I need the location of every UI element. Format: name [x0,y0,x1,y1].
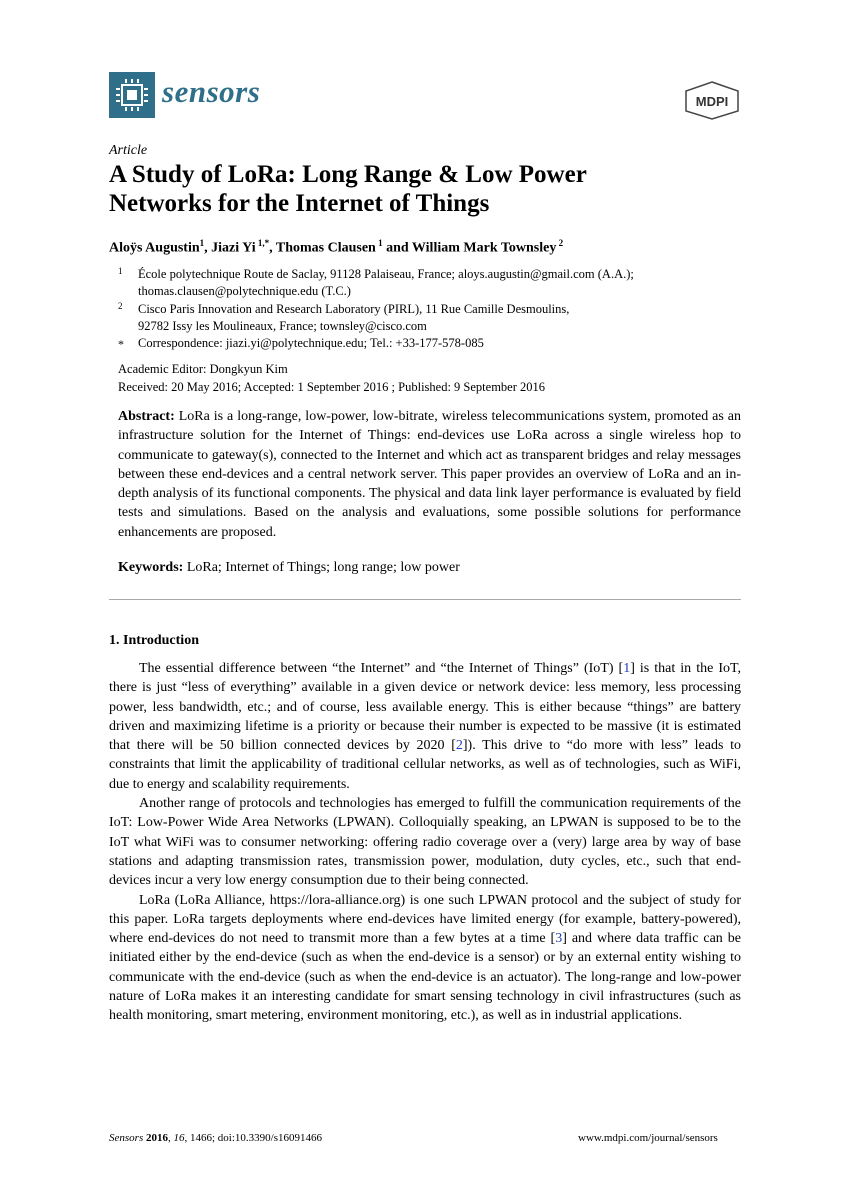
citation-link[interactable]: 1 [623,661,631,676]
paragraph: LoRa (LoRa Alliance, https://lora-alliance.org) is one such LPWAN protocol and the subject of study for this paper. LoRa targets deployments where end-devices have limited energy (for example, battery-powered), where end-devices do not need to transmit more than a few bytes at a time [3] and where data traffic can be initiated either by the end-device (such as when the end-device is a sensor) or by an external entity wishing to communicate with the end-device (such as when the end-device is an actuator). The long-range and low-power nature of LoRa makes it an interesting candidate for smart sensing technology in civil infrastructures (such as health monitoring, smart metering, environment monitoring, etc.), as well as in industrial applications. [109,892,741,1024]
author-affil-mark: 1 [199,238,205,248]
title-line: Networks for the Internet of Things [109,190,490,217]
journal-name: sensors [162,74,261,109]
academic-editor: Academic Editor: Dongkyun Kim [118,362,288,376]
keywords [118,560,460,576]
publication-dates: Received: 20 May 2016; Accepted: 1 September 2016 ; Published: 9 September 2016 [118,380,546,394]
abstract [118,407,741,542]
mdpi-logo-text: MDPI [695,94,729,109]
author-name: Aloÿs Augustin [109,240,200,256]
section-body [109,659,741,1026]
footer-citation: Sensors 2016, 16, 1466; doi:10.3390/s16091466 [109,1132,322,1144]
paragraph: Another range of protocols and technologies has emerged to fulfill the communication requirements of the IoT: Low-Power Wide Area Networks (LPWAN). Colloquially speaking, an LPWAN is supposed to be to the IoT what WiFi was to consumer networking: offering radio coverage over a (very) large area by way of base stations and adapting transmission rates, transmission power, modulation, duty cycles, etc., such that end-devices incur a very low energy consumption due to their being connected. [109,796,741,889]
author-affil-mark: 1,* [255,238,270,248]
section-heading: 1. Introduction [109,633,199,648]
author-affil-mark: 2 [556,238,564,248]
correspondence: * Correspondence: jiazi.yi@polytechnique.edu; Tel.: +33-177-578-085 [118,336,484,351]
author-affil-mark: 1 [375,238,383,248]
keywords-text: LoRa; Internet of Things; long range; low power [186,560,460,575]
mdpi-logo [682,80,742,120]
paragraph: The essential difference between “the Internet” and “the Internet of Things” (IoT) [1] is that in the IoT, there is just “less of everything” available in a given device or network device: less memory, less processing power, less bandwidth, etc.; and of course, less available energy. This is either because “things” are battery driven and maximizing lifetime is a priority or because their number is expected to be massive (it is estimated that there will be 50 billion connected devices by 2020 [2]). This drive to “do more with less” leads to constraints that limit the applicability of traditional cellular networks, as well as of technologies, such as WiFi, due to energy and scalability requirements. [109,661,741,792]
keywords-label: Keywords: [118,560,184,575]
footer-url[interactable]: www.mdpi.com/journal/sensors [578,1132,718,1144]
author-name: Thomas Clausen [275,240,376,256]
article-title [109,160,749,218]
affiliation: 1 École polytechnique Route de Saclay, 91128 Palaiseau, France; aloys.augustin@gmail.com (A.A.); thomas.clausen@polytechnique.edu (T.C.) [118,266,634,298]
citation-link[interactable]: 3 [555,931,563,947]
affiliation: 2 Cisco Paris Innovation and Research Laboratory (PIRL), 11 Rue Camille Desmoulins, 92782 Issy les Moulineaux, France; townsley@cisco.com [118,301,570,333]
citation-link[interactable]: 2 [455,738,463,754]
title-line: A Study of LoRa: Long Range & Low Power [109,161,587,188]
abstract-label: Abstract: [118,409,175,424]
author-name: William Mark Townsley [411,240,557,256]
author-list: Aloÿs Augustin$^1$, Jiazi Yi $^{1,*}$, Thomas Clausen $^1$ and William Mark Townsley $^2$ [109,238,564,256]
article-type: Article [109,143,148,158]
author-name: Jiazi Yi [211,240,256,256]
journal-logo-icon [109,72,155,118]
divider [109,599,741,600]
abstract-text: LoRa is a long-range, low-power, low-bitrate, wireless telecommunications system, promoted as an infrastructure solution for the Internet of Things: end-devices use LoRa across a single wireless hop to communicate to gateway(s), connected to the Internet and which act as transparent bridges and relay messages between these end-devices and a central network server. This paper provides an overview of LoRa and an in-depth analysis of its functional components. The physical and data link layer performance is evaluated by field tests and simulations. Based on the analysis and evaluations, some possible solutions for performance enhancements are proposed. [118,409,741,540]
